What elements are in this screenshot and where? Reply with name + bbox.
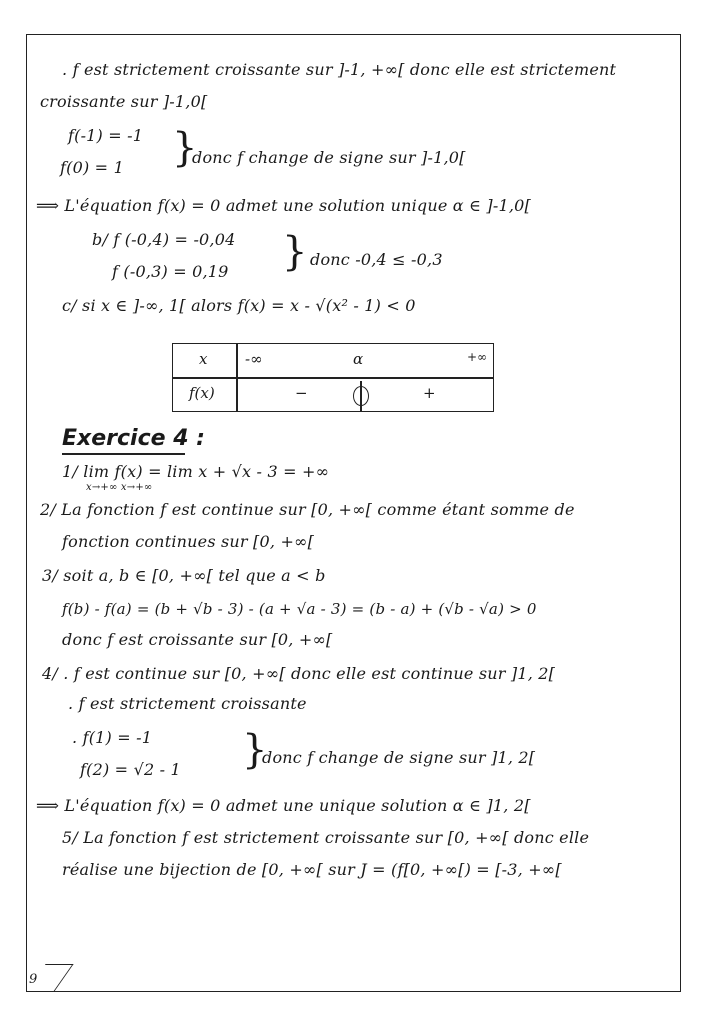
text-line-22: donc f change de signe sur ]1, 2[ xyxy=(262,748,536,767)
brace-1: } xyxy=(172,125,198,171)
text-line-8: f (-0,3) = 0,19 xyxy=(112,262,229,281)
text-line-15: 3/ soit a, b ∈ [0, +∞[ tel que a < b xyxy=(42,566,326,585)
text-line-18: 4/ . f est continue sur [0, +∞[ donc elle est continue sur ]1, 2[ xyxy=(42,664,556,683)
text-line-1: . f est strictement croissante sur ]-1, +∞[ donc elle est strictement xyxy=(62,60,617,79)
table-header-x: x xyxy=(199,350,208,368)
table-alpha: α xyxy=(353,350,364,368)
exercise-heading: Exercice 4 : xyxy=(62,426,205,451)
table-sign-positive: + xyxy=(423,384,436,402)
text-line-19: . f est strictement croissante xyxy=(68,694,307,713)
text-line-2: croissante sur ]-1,0[ xyxy=(40,92,208,111)
page-number: 9 xyxy=(29,972,38,987)
text-line-14: fonction continues sur [0, +∞[ xyxy=(62,532,315,551)
text-line-17: donc f est croissante sur [0, +∞[ xyxy=(62,630,333,649)
text-line-24: 5/ La fonction f est strictement croissante sur [0, +∞[ donc elle xyxy=(62,828,590,847)
brace-2: } xyxy=(282,229,308,275)
variation-table xyxy=(172,343,494,412)
table-header-fx: f(x) xyxy=(189,384,215,402)
text-line-4: f(0) = 1 xyxy=(60,158,124,177)
text-line-7: b/ f (-0,4) = -0,04 xyxy=(92,230,236,249)
text-line-21: f(2) = √2 - 1 xyxy=(80,760,181,779)
text-line-10: c/ si x ∈ ]-∞, 1[ alors f(x) = x - √(x² - 1) < 0 xyxy=(62,296,416,315)
text-line-3: f(-1) = -1 xyxy=(68,126,144,145)
text-line-25: réalise une bijection de [0, +∞[ sur J = (f[0, +∞[) = [-3, +∞[ xyxy=(62,860,562,879)
table-divider-h xyxy=(173,377,493,379)
text-line-12: x→+∞ x→+∞ xyxy=(86,482,153,493)
text-line-23: ⟹ L'équation f(x) = 0 admet une unique solution α ∈ ]1, 2[ xyxy=(36,796,531,815)
table-minus-infinity: -∞ xyxy=(245,350,263,368)
text-line-9: donc -0,4 ≤ -0,3 xyxy=(310,250,443,269)
brace-3: } xyxy=(242,727,268,773)
text-line-20: . f(1) = -1 xyxy=(72,728,153,747)
table-plus-infinity: +∞ xyxy=(467,350,488,364)
text-line-16: f(b) - f(a) = (b + √b - 3) - (a + √a - 3) = (b - a) + (√b - √a) > 0 xyxy=(62,600,537,618)
text-line-13: 2/ La fonction f est continue sur [0, +∞[ comme étant somme de xyxy=(40,500,575,519)
table-sign-negative: − xyxy=(295,384,308,402)
table-divider-v xyxy=(236,344,238,411)
table-zero-marker xyxy=(353,386,369,406)
text-line-11: 1/ lim f(x) = lim x + √x - 3 = +∞ xyxy=(62,462,330,481)
text-line-6: ⟹ L'équation f(x) = 0 admet une solution unique α ∈ ]-1,0[ xyxy=(36,196,531,215)
text-line-5: donc f change de signe sur ]-1,0[ xyxy=(192,148,466,167)
